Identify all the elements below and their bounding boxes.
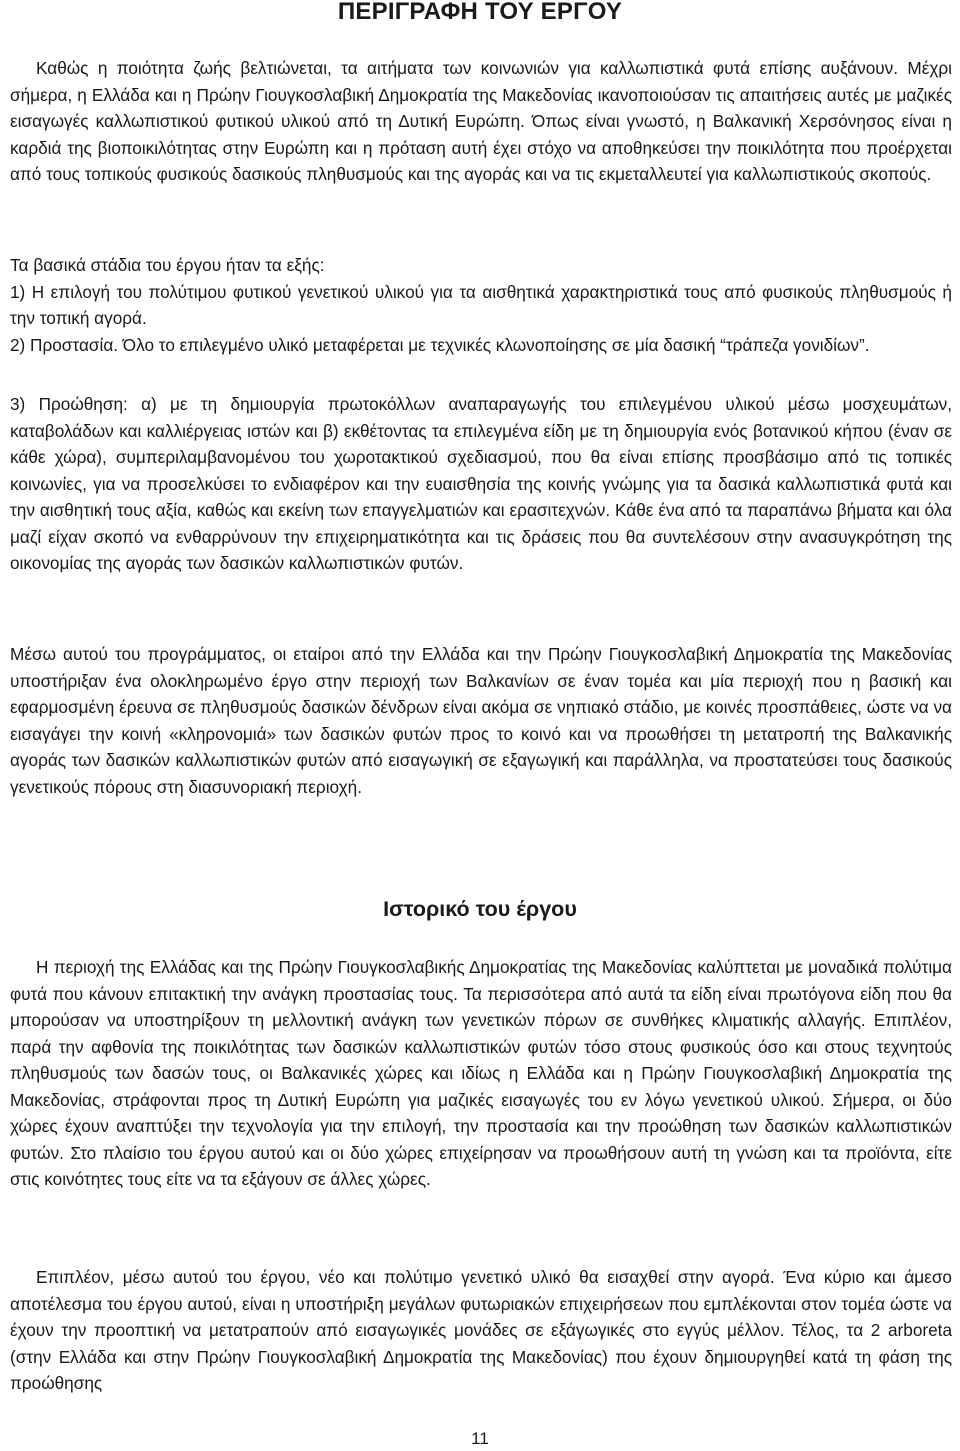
programme-section (10, 641, 952, 800)
programme-paragraph: Μέσω αυτού του προγράμματος, οι εταίροι από την Ελλάδα και την Πρώην Γιουγκοσλαβική Δημοκρατία της Μακεδονίας υποστήριξαν ένα ολοκληρωμένο έργο στην περιοχή των Βαλκανίων σε έναν τομέα και μία περιοχή που η βασική και εφαρμοσμένη έρευνα σε πληθυσμούς δασικών δένδρων είναι ακόμα σε νηπιακό στάδιο, με κοινές προσπάθειες, ώστε να να εισαγάγει την κοινή «κληρονομιά» των δασικών φυτών προς το κοινό και να προωθήσει τη μετατροπή της Βαλκανικής αγοράς των δασικών καλλωπιστικών φυτών από εισαγωγική σε εξαγωγική και παράλληλα, να προστατεύσει τους δασικούς γενετικούς πόρους στη διασυνοριακή περιοχή. (10, 644, 952, 797)
stage-3: 3) Προώθηση: α) με τη δημιουργία πρωτοκόλλων αναπαραγωγής του επιλεγμένου υλικού μέσω μοσχευμάτων, καταβολάδων και καλλιέργειας ιστών και β) εκθέτοντας τα επιλεγμένα είδη με τη δημιουργία ενός βοτανικού κήπου (έναν σε κάθε χώρα), συμπεριλαμβανομένου του χωροτακτικού σχεδιασμού, που θα είναι επίσης προσβάσιμο από τις τοπικές κοινωνίες, για να προσελκύσει το ενδιαφέρον και την ευαισθησία της κοινής γνώμης για τα δασικά καλλωπιστικά φυτά και την αισθητική τους αξία, καθώς και εκείνη των επαγγελματιών και ερασιτεχνών. Κάθε ένα από τα παραπάνω βήματα και όλα μαζί είχαν σκοπό να ενθαρρύνουν την επιχειρηματικότητα και τις δράσεις που θα συντελέσουν στην ανασυγκρότηση της οικονομίας της αγοράς των δασικών καλλωπιστικών φυτών. (10, 394, 952, 573)
stages-list-top (10, 252, 952, 358)
stage-1: 1) Η επιλογή του πολύτιμου φυτικού γενετικού υλικού για τα αισθητικά χαρακτηριστικά τους από φυσικούς πληθυσμούς ή την τοπική αγορά. (10, 281, 952, 328)
stages-intro: Τα βασικά στάδια του έργου ήταν τα εξής: (10, 255, 325, 275)
history-heading: Ιστορικό του έργου (383, 897, 577, 921)
history-paragraph-2: Επιπλέον, μέσω αυτού του έργου, νέο και πολύτιμο γενετικό υλικό θα εισαχθεί στην αγορά. Ένα κύριο και άμεσο αποτέλεσμα του έργου αυτού, είναι η υποστήριξη μεγάλων φυτωριακών επιχειρήσεων που εμπλέκονται στον τομέα ώστε να έχουν την προοπτική να μετατραπούν από εισαγωγικές μονάδες σε εξάγωγικές στο εγγύς μέλλον. Τέλος, τα 2 arboreta (στην Ελλάδα και στην Πρώην Γιουγκοσλαβική Δημοκρατία της Μακεδονίας) που έχουν δημιουργηθεί κατά τη φάση της προώθησης (10, 1267, 952, 1393)
history-section (10, 954, 952, 1193)
history-paragraph-1: Η περιοχή της Ελλάδας και της Πρώην Γιουγκοσλαβικής Δημοκρατίας της Μακεδονίας καλύπτεται με μοναδικά πολύτιμα φυτά που κάνουν επιτακτική την ανάγκη προστασίας τους. Τα περισσότερα από αυτά τα είδη είναι πρωτόγονα είδη που θα μπορούσαν να υποστηρίξουν τη μελλοντική ανάγκη των γενετικών πόρων σε συνθήκες κλιματικής αλλαγής. Επιπλέον, παρά την αφθονία της ποικιλότητας των δασικών καλλωπιστικών φυτών τόσο στους φυσικούς όσο και στους τεχνητούς πληθυσμούς των δασών τους, οι Βαλκανικές χώρες και ιδίως η Ελλάδα και η Πρώην Γιουγκοσλαβική Δημοκρατία της Μακεδονίας, στράφονται προς τη Δυτική Ευρώπη για μαζικές εισαγωγές του εν λόγω γενετικού υλικού. Σήμερα, οι δύο χώρες έχουν αναπτύξει την τεχνολογία για την επιλογή, την προστασία και την προώθηση των δασικών καλλωπιστικών φυτών. Στο πλαίσιο του έργου αυτού και οι δύο χώρες επιχείρησαν να προωθήσουν αυτή τη γνώση και τα προϊόντα, είτε στις κοινότητες τους είτε να τα εξάγουν σε άλλες χώρες. (10, 957, 952, 1189)
stage-2: 2) Προστασία. Όλο το επιλεγμένο υλικό μεταφέρεται με τεχνικές κλωνοποίησης σε μία δασική “τράπεζα γονιδίων”. (10, 334, 870, 355)
intro-section (10, 55, 952, 188)
stages-list-bottom (10, 391, 952, 577)
page-number: 11 (471, 1429, 489, 1448)
document-title: ΠΕΡΙΓΡΑΦΗ ΤΟΥ ΕΡΓΟΥ (337, 0, 623, 25)
intro-paragraph: Καθώς η ποιότητα ζωής βελτιώνεται, τα αιτήματα των κοινωνιών για καλλωπιστικά φυτά επίσης αυξάνουν. Μέχρι σήμερα, η Ελλάδα και η Πρώην Γιουγκοσλαβική Δημοκρατία της Μακεδονίας ικανοποιούσαν τις απαιτήσεις αυτές με μαζικές εισαγωγές καλλωπιστικού φυτικού υλικού από τη Δυτική Ευρώπη. Όπως είναι γνωστό, η Βαλκανική Χερσόνησος είναι η καρδιά της βιοποικιλότητας στην Ευρώπη και η πρόταση αυτή έχει στόχο να αποθηκεύσει την ποικιλότητα που προέρχεται από τους τοπικούς φυσικούς δασικούς πληθυσμούς και της αγοράς και να τις εκμεταλλευτεί για καλλωπιστικούς σκοπούς. (10, 58, 952, 184)
history-section-continued (10, 1264, 952, 1397)
